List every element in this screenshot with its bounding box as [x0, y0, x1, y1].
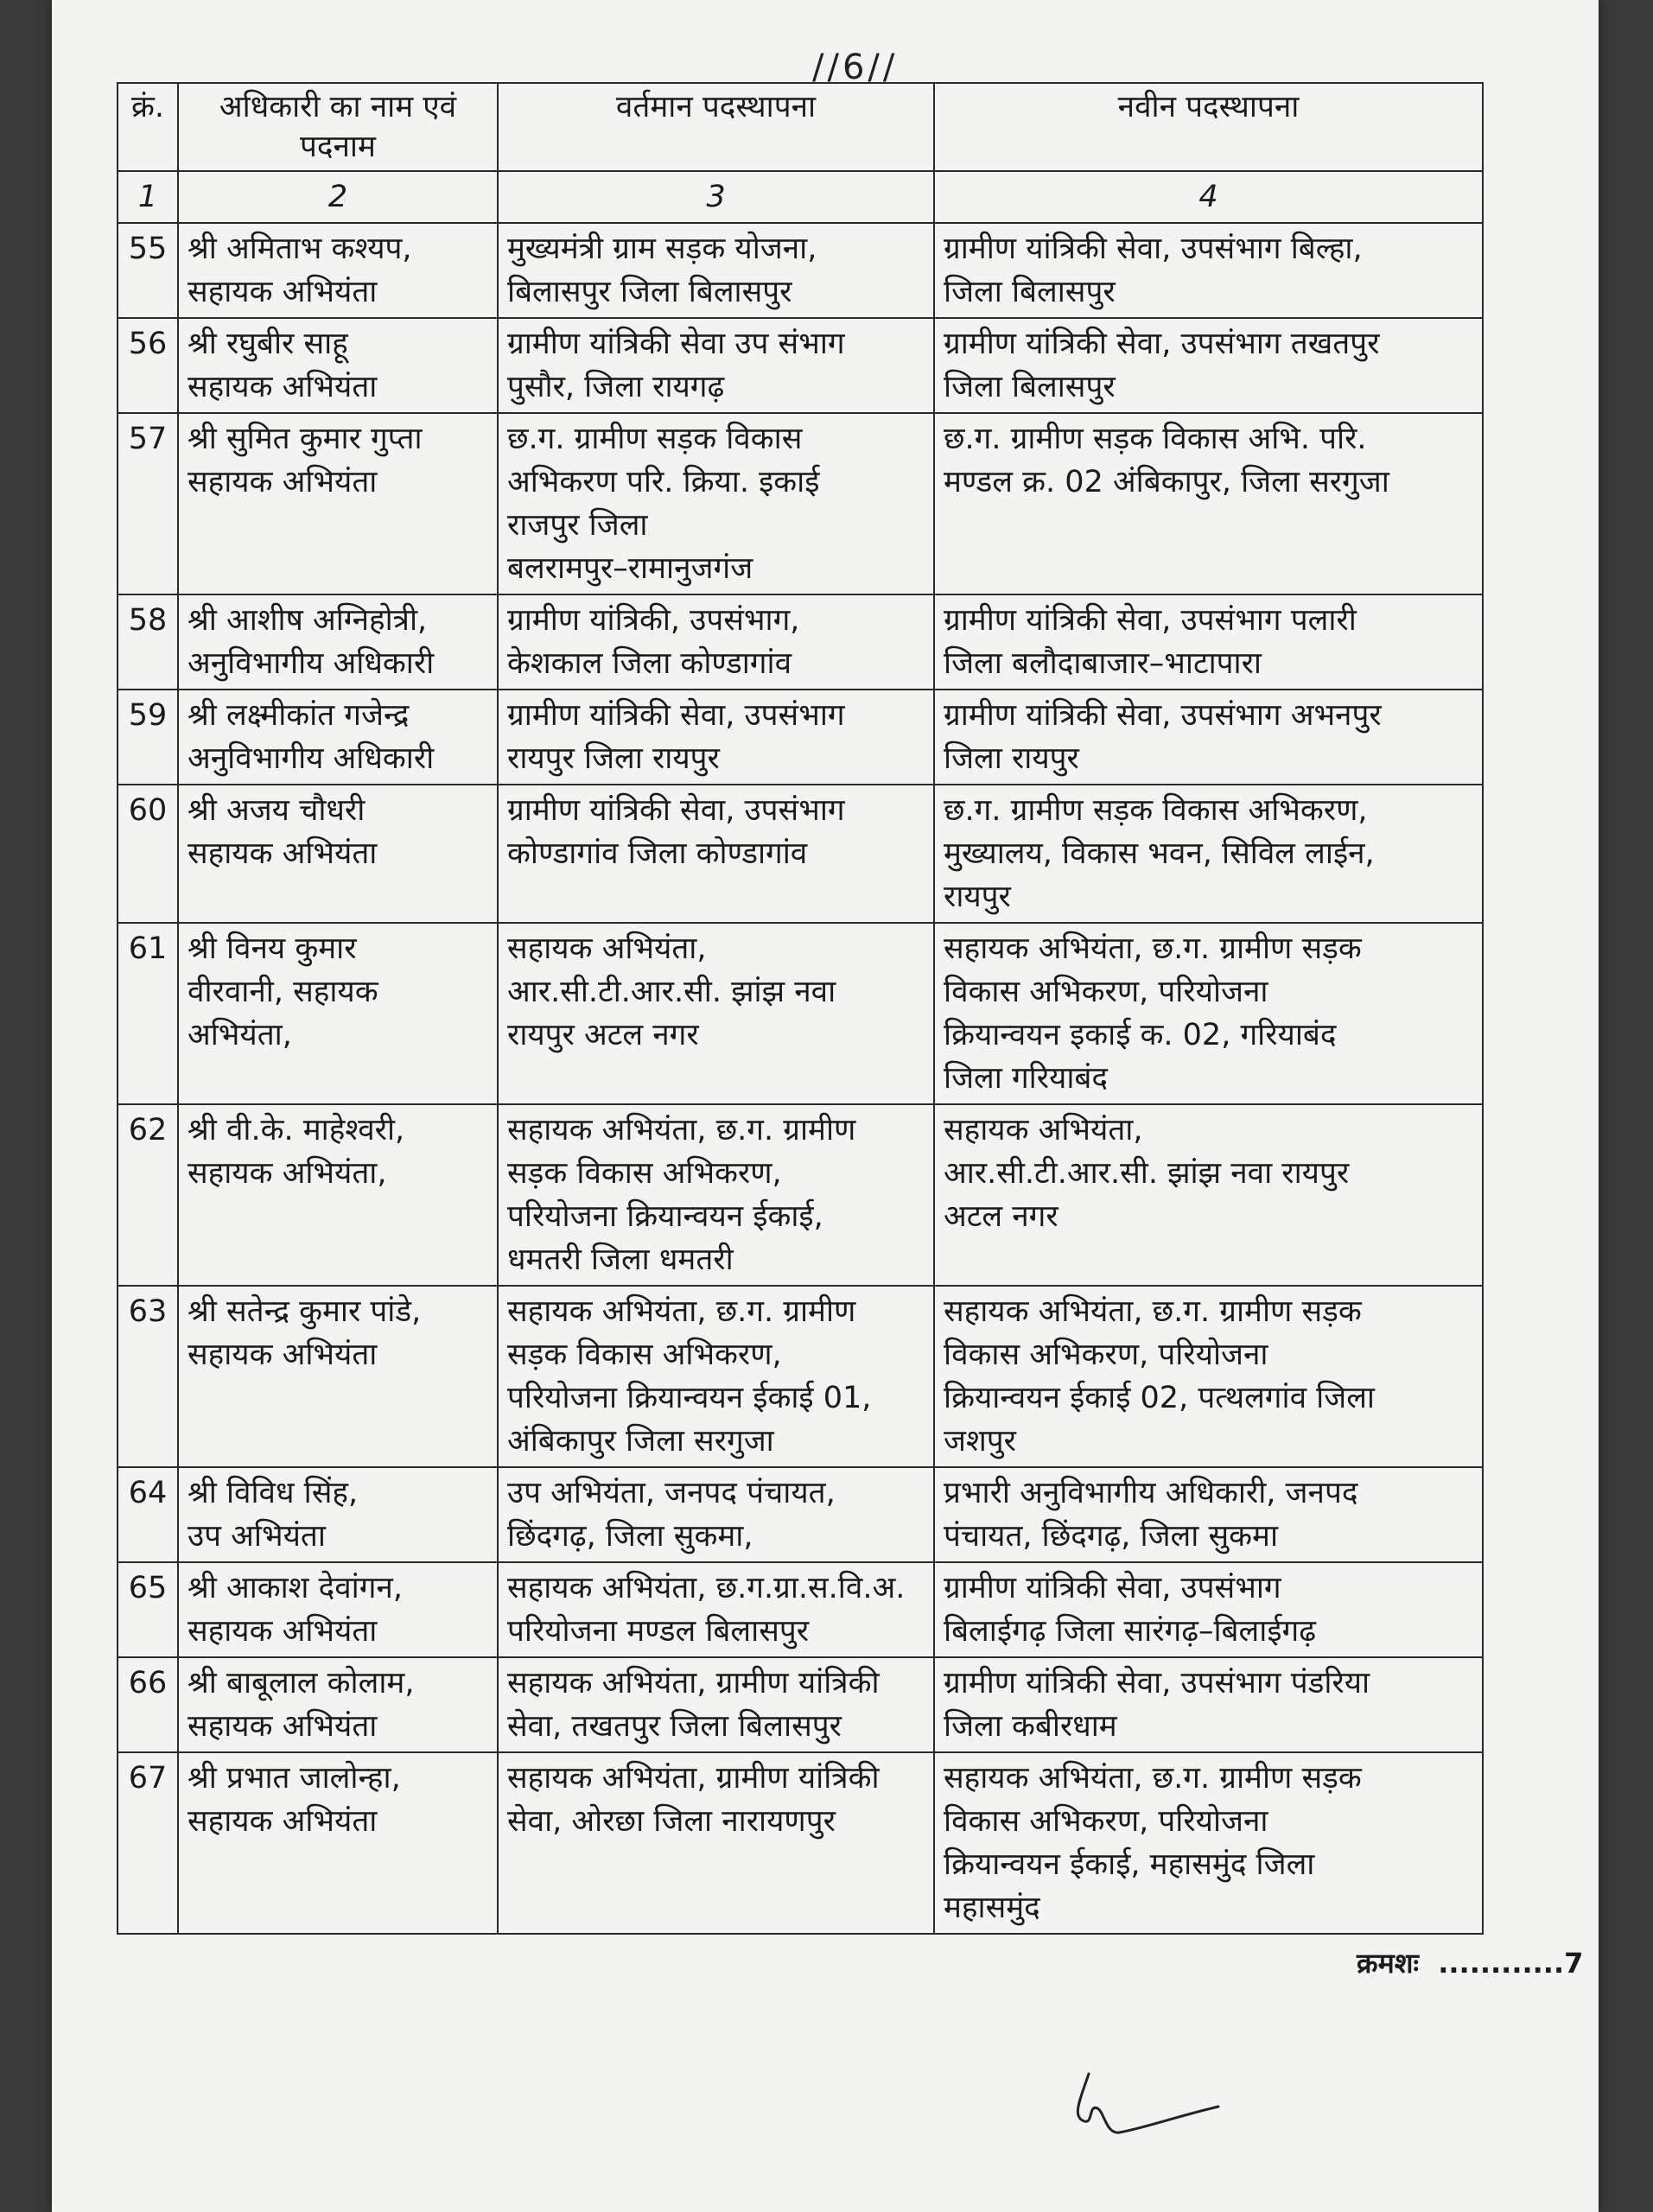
table-row: [118, 785, 1483, 923]
new-posting-line: छ.ग. ग्रामीण सड़क विकास अभि. परि.: [944, 422, 1367, 456]
new-posting-line: क्रियान्वयन ईकाई, महासमुंद जिला: [944, 1847, 1315, 1882]
new-posting-cell: [934, 923, 1483, 1104]
column-number: 3: [498, 171, 934, 223]
table-row: [118, 1562, 1483, 1657]
current-posting-cell: [498, 1286, 934, 1467]
new-posting-line: जिला बिलासपुर: [944, 370, 1116, 404]
current-posting-line: छ.ग. ग्रामीण सड़क विकास: [507, 422, 803, 456]
current-posting-line: परियोजना क्रियान्वयन ईकाई 01,: [507, 1381, 872, 1415]
officer-name-line: श्री रघुबीर साहू: [188, 327, 348, 361]
serial-number: 66: [118, 1657, 178, 1752]
new-posting-line: विकास अभिकरण, परियोजना: [944, 1804, 1268, 1839]
new-posting-line: मुख्यालय, विकास भवन, सिविल लाईन,: [944, 836, 1375, 871]
table-row: [118, 594, 1483, 690]
new-posting-line: बिलाईगढ़ जिला सारंगढ़–बिलाईगढ़: [944, 1614, 1316, 1649]
officer-name-line: सहायक अभियंता: [188, 1338, 378, 1372]
current-posting-line: ग्रामीण यांत्रिकी सेवा उप संभाग: [507, 327, 845, 361]
new-posting-line: सहायक अभियंता, छ.ग. ग्रामीण सड़क: [944, 1294, 1362, 1329]
new-posting-line: सहायक अभियंता, छ.ग. ग्रामीण सड़क: [944, 931, 1362, 966]
current-posting-line: ग्रामीण यांत्रिकी सेवा, उपसंभाग: [507, 698, 845, 733]
serial-number: 61: [118, 923, 178, 1104]
document-page: [52, 0, 1599, 2212]
serial-number: 58: [118, 594, 178, 690]
current-posting-cell: [498, 1752, 934, 1934]
current-posting-line: सहायक अभियंता, ग्रामीण यांत्रिकी: [507, 1666, 880, 1700]
new-posting-cell: [934, 690, 1483, 785]
new-posting-line: विकास अभिकरण, परियोजना: [944, 1338, 1268, 1372]
serial-number: 59: [118, 690, 178, 785]
table-body: [118, 223, 1483, 1934]
header-serial: क्रं.: [118, 83, 178, 171]
current-posting-cell: [498, 690, 934, 785]
table-row: [118, 923, 1483, 1104]
new-posting-line: सहायक अभियंता,: [944, 1113, 1143, 1147]
officer-name-line: श्री प्रभात जालोन्हा,: [188, 1761, 401, 1796]
officer-name-cell: [178, 690, 498, 785]
new-posting-line: ग्रामीण यांत्रिकी सेवा, उपसंभाग अभनपुर: [944, 698, 1382, 733]
officer-name-line: श्री लक्ष्मीकांत गजेन्द्र: [188, 698, 410, 733]
officer-name-line: सहायक अभियंता: [188, 836, 378, 871]
new-posting-line: जिला कबीरधाम: [944, 1709, 1117, 1744]
officer-name-line: वीरवानी, सहायक: [188, 975, 378, 1009]
new-posting-line: ग्रामीण यांत्रिकी सेवा, उपसंभाग बिल्हा,: [944, 232, 1363, 266]
new-posting-line: महासमुंद: [944, 1891, 1040, 1925]
current-posting-line: कोण्डागांव जिला कोण्डागांव: [507, 836, 808, 871]
table-row: [118, 1752, 1483, 1934]
officer-name-cell: [178, 1467, 498, 1562]
new-posting-line: अटल नगर: [944, 1199, 1059, 1234]
officer-name-cell: [178, 223, 498, 318]
current-posting-cell: [498, 1104, 934, 1286]
current-posting-line: उप अभियंता, जनपद पंचायत,: [507, 1476, 836, 1510]
new-posting-cell: [934, 413, 1483, 594]
continued-note: [1357, 1944, 1583, 1981]
current-posting-line: पुसौर, जिला रायगढ़: [507, 370, 725, 404]
officer-name-line: सहायक अभियंता: [188, 465, 378, 499]
officer-name-line: श्री अजय चौधरी: [188, 793, 366, 828]
officer-name-cell: [178, 318, 498, 413]
officer-name-line: श्री बाबूलाल कोलाम,: [188, 1666, 415, 1700]
current-posting-line: धमतरी जिला धमतरी: [507, 1243, 734, 1277]
column-number: 1: [118, 171, 178, 223]
officer-name-line: श्री सतेन्द्र कुमार पांडे,: [188, 1294, 422, 1329]
new-posting-line: रायपुर: [944, 880, 1011, 914]
serial-number: 64: [118, 1467, 178, 1562]
officer-name-line: सहायक अभियंता,: [188, 1156, 387, 1191]
officer-name-line: श्री विनय कुमार: [188, 931, 357, 966]
officer-name-cell: [178, 1657, 498, 1752]
current-posting-line: बलरामपुर–रामानुजगंज: [507, 551, 753, 586]
officer-name-line: सहायक अभियंता: [188, 1709, 378, 1744]
header-officer-name: अधिकारी का नाम एवं पदनाम: [178, 83, 498, 171]
new-posting-cell: [934, 785, 1483, 923]
transfer-table: [117, 82, 1484, 1935]
officer-name-cell: [178, 1286, 498, 1467]
officer-name-cell: [178, 785, 498, 923]
continued-page: ............7: [1438, 1947, 1584, 1980]
officer-name-cell: [178, 594, 498, 690]
current-posting-line: सड़क विकास अभिकरण,: [507, 1338, 782, 1372]
current-posting-line: सेवा, तखतपुर जिला बिलासपुर: [507, 1709, 842, 1744]
new-posting-line: ग्रामीण यांत्रिकी सेवा, उपसंभाग तखतपुर: [944, 327, 1380, 361]
new-posting-cell: [934, 594, 1483, 690]
new-posting-line: सहायक अभियंता, छ.ग. ग्रामीण सड़क: [944, 1761, 1362, 1796]
new-posting-line: क्रियान्वयन ईकाई 02, पत्थलगांव जिला: [944, 1381, 1375, 1415]
current-posting-cell: [498, 785, 934, 923]
current-posting-line: सहायक अभियंता, ग्रामीण यांत्रिकी: [507, 1761, 880, 1796]
table-row: [118, 1467, 1483, 1562]
officer-name-cell: [178, 413, 498, 594]
new-posting-line: ग्रामीण यांत्रिकी सेवा, उपसंभाग पंडरिया: [944, 1666, 1370, 1700]
table-row: [118, 413, 1483, 594]
current-posting-line: मुख्यमंत्री ग्राम सड़क योजना,: [507, 232, 817, 266]
new-posting-line: छ.ग. ग्रामीण सड़क विकास अभिकरण,: [944, 793, 1368, 828]
current-posting-cell: [498, 1657, 934, 1752]
new-posting-line: पंचायत, छिंदगढ़, जिला सुकमा: [944, 1519, 1279, 1554]
serial-number: 63: [118, 1286, 178, 1467]
new-posting-line: विकास अभिकरण, परियोजना: [944, 975, 1268, 1009]
current-posting-cell: [498, 223, 934, 318]
officer-name-line: श्री आशीष अग्निहोत्री,: [188, 603, 428, 638]
serial-number: 57: [118, 413, 178, 594]
new-posting-cell: [934, 1657, 1483, 1752]
current-posting-line: सेवा, ओरछा जिला नारायणपुर: [507, 1804, 836, 1839]
new-posting-cell: [934, 1286, 1483, 1467]
current-posting-line: रायपुर जिला रायपुर: [507, 741, 720, 776]
current-posting-line: अंबिकापुर जिला सरगुजा: [507, 1424, 774, 1459]
current-posting-line: सड़क विकास अभिकरण,: [507, 1156, 782, 1191]
page-number: //6//: [812, 48, 899, 87]
new-posting-line: जिला गरियाबंद: [944, 1061, 1108, 1096]
serial-number: 62: [118, 1104, 178, 1286]
serial-number: 60: [118, 785, 178, 923]
column-number: 2: [178, 171, 498, 223]
new-posting-line: आर.सी.टी.आर.सी. झांझ नवा रायपुर: [944, 1156, 1350, 1191]
current-posting-line: परियोजना क्रियान्वयन ईकाई,: [507, 1199, 823, 1234]
new-posting-cell: [934, 318, 1483, 413]
officer-name-cell: [178, 923, 498, 1104]
current-posting-line: सहायक अभियंता, छ.ग. ग्रामीण: [507, 1113, 856, 1147]
table-row: [118, 318, 1483, 413]
new-posting-line: जिला बिलासपुर: [944, 275, 1116, 309]
current-posting-line: केशकाल जिला कोण्डागांव: [507, 646, 792, 681]
new-posting-line: जिला बलौदाबाजार–भाटापारा: [944, 646, 1262, 681]
officer-name-line: श्री वी.के. माहेश्वरी,: [188, 1113, 405, 1147]
new-posting-cell: [934, 1467, 1483, 1562]
current-posting-line: ग्रामीण यांत्रिकी सेवा, उपसंभाग: [507, 793, 845, 828]
officer-name-cell: [178, 1562, 498, 1657]
current-posting-line: बिलासपुर जिला बिलासपुर: [507, 275, 792, 309]
current-posting-cell: [498, 318, 934, 413]
current-posting-line: राजपुर जिला: [507, 508, 648, 543]
new-posting-line: ग्रामीण यांत्रिकी सेवा, उपसंभाग पलारी: [944, 603, 1357, 638]
serial-number: 65: [118, 1562, 178, 1657]
new-posting-line: ग्रामीण यांत्रिकी सेवा, उपसंभाग: [944, 1571, 1281, 1605]
new-posting-line: क्रियान्वयन इकाई क. 02, गरियाबंद: [944, 1018, 1337, 1052]
current-posting-line: सहायक अभियंता, छ.ग. ग्रामीण: [507, 1294, 856, 1329]
officer-name-line: सहायक अभियंता: [188, 1614, 378, 1649]
officer-name-line: श्री आकाश देवांगन,: [188, 1571, 403, 1605]
table-row: [118, 1657, 1483, 1752]
new-posting-cell: [934, 1104, 1483, 1286]
header-current-posting: वर्तमान पदस्थापना: [498, 83, 934, 171]
current-posting-cell: [498, 1562, 934, 1657]
current-posting-line: आर.सी.टी.आर.सी. झांझ नवा: [507, 975, 836, 1009]
officer-name-line: उप अभियंता: [188, 1519, 326, 1554]
table-header-row: [118, 83, 1483, 171]
new-posting-line: जशपुर: [944, 1424, 1016, 1459]
table-row: [118, 690, 1483, 785]
column-number: 4: [934, 171, 1483, 223]
officer-name-line: अनुविभागीय अधिकारी: [188, 646, 435, 681]
continued-label: क्रमशः: [1357, 1947, 1419, 1980]
current-posting-cell: [498, 594, 934, 690]
serial-number: 56: [118, 318, 178, 413]
new-posting-cell: [934, 223, 1483, 318]
current-posting-cell: [498, 1467, 934, 1562]
current-posting-cell: [498, 923, 934, 1104]
current-posting-line: रायपुर अटल नगर: [507, 1018, 699, 1052]
table-row: [118, 223, 1483, 318]
officer-name-line: सहायक अभियंता: [188, 275, 378, 309]
serial-number: 55: [118, 223, 178, 318]
serial-number: 67: [118, 1752, 178, 1934]
officer-name-line: अभियंता,: [188, 1018, 292, 1052]
officer-name-line: सहायक अभियंता: [188, 1804, 378, 1839]
current-posting-cell: [498, 413, 934, 594]
current-posting-line: सहायक अभियंता, छ.ग.ग्रा.स.वि.अ.: [507, 1571, 906, 1605]
officer-name-cell: [178, 1752, 498, 1934]
new-posting-line: मण्डल क्र. 02 अंबिकापुर, जिला सरगुजा: [944, 465, 1389, 499]
column-number-row: [118, 171, 1483, 223]
officer-name-line: श्री सुमित कुमार गुप्ता: [188, 422, 423, 456]
new-posting-line: प्रभारी अनुविभागीय अधिकारी, जनपद: [944, 1476, 1358, 1510]
officer-name-line: श्री विविध सिंह,: [188, 1476, 359, 1510]
officer-name-line: अनुविभागीय अधिकारी: [188, 741, 435, 776]
officer-name-cell: [178, 1104, 498, 1286]
header-new-posting: नवीन पदस्थापना: [934, 83, 1483, 171]
current-posting-line: सहायक अभियंता,: [507, 931, 707, 966]
current-posting-line: ग्रामीण यांत्रिकी, उपसंभाग,: [507, 603, 800, 638]
new-posting-cell: [934, 1562, 1483, 1657]
officer-name-line: श्री अमिताभ कश्यप,: [188, 232, 412, 266]
current-posting-line: अभिकरण परि. क्रिया. इकाई: [507, 465, 820, 499]
officer-name-line: सहायक अभियंता: [188, 370, 378, 404]
current-posting-line: छिंदगढ़, जिला सुकमा,: [507, 1519, 753, 1554]
new-posting-cell: [934, 1752, 1483, 1934]
table-row: [118, 1104, 1483, 1286]
table-row: [118, 1286, 1483, 1467]
current-posting-line: परियोजना मण्डल बिलासपुर: [507, 1614, 810, 1649]
signature-mark: [1054, 2056, 1227, 2160]
new-posting-line: जिला रायपुर: [944, 741, 1079, 776]
